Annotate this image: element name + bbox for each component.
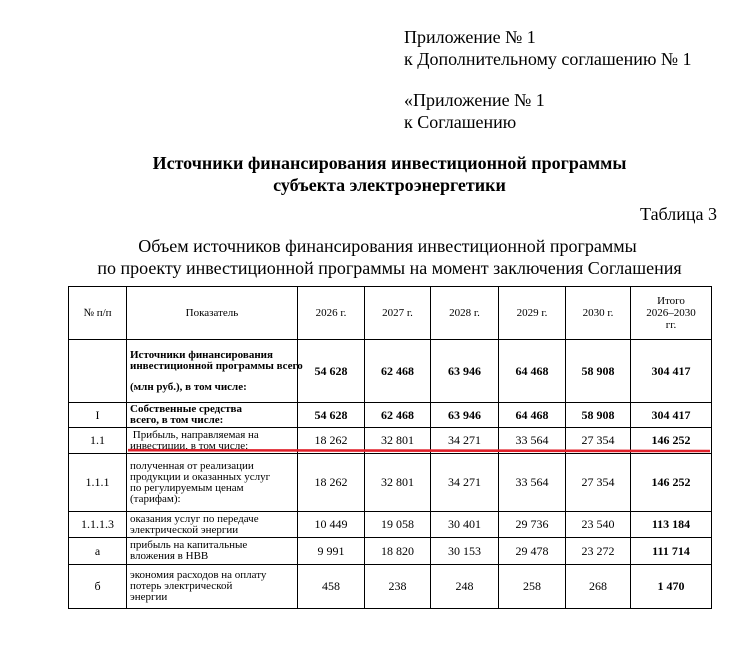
row-value-2028: 30 401 <box>431 512 499 538</box>
row-value-2027: 32 801 <box>365 454 431 512</box>
row-number: б <box>69 565 127 609</box>
header-total-line-3: гг. <box>665 319 677 331</box>
row-label-line: электрической энергии <box>130 523 239 536</box>
row-value-2030: 268 <box>566 565 631 609</box>
row-total: 113 184 <box>631 512 712 538</box>
table-row <box>69 340 712 403</box>
row-value-2027: 62 468 <box>365 403 431 428</box>
row-value-2026: 54 628 <box>298 403 365 428</box>
row-value-2029: 64 468 <box>499 403 566 428</box>
row-value-2029: 258 <box>499 565 566 609</box>
header-total-line-1: Итого <box>657 295 685 307</box>
header-indicator: Показатель <box>127 287 298 340</box>
label-spacer <box>130 372 294 382</box>
row-total: 304 417 <box>631 403 712 428</box>
table-row <box>69 565 712 609</box>
header-total <box>631 287 712 340</box>
row-total: 146 252 <box>631 428 712 454</box>
row-total: 111 714 <box>631 538 712 565</box>
row-value-2028: 34 271 <box>431 454 499 512</box>
header-2027: 2027 г. <box>365 287 431 340</box>
row-value-2028: 34 271 <box>431 428 499 454</box>
annex-line-2: к Дополнительному соглашению № 1 <box>404 49 692 69</box>
annex-line-1: Приложение № 1 <box>404 27 536 47</box>
row-value-2029: 29 736 <box>499 512 566 538</box>
row-label-line: всего, в том числе: <box>130 414 224 426</box>
row-value-2027: 18 820 <box>365 538 431 565</box>
row-value-2026: 18 262 <box>298 454 365 512</box>
row-label <box>127 565 298 609</box>
row-value-2030: 27 354 <box>566 428 631 454</box>
row-label-line: инвестиции, в том числе: <box>130 439 249 452</box>
row-number: 1.1.1 <box>69 454 127 512</box>
table-row <box>69 512 712 538</box>
row-value-2026: 9 991 <box>298 538 365 565</box>
row-label-line: Источники финансирования <box>130 348 273 361</box>
row-value-2030: 58 908 <box>566 403 631 428</box>
header-num: № п/п <box>69 287 127 340</box>
caption-line-2: по проекту инвестиционной программы на момент заключения Соглашения <box>97 258 682 278</box>
row-value-2028: 30 153 <box>431 538 499 565</box>
row-number <box>69 340 127 403</box>
row-value-2027: 62 468 <box>365 340 431 403</box>
header-2029: 2029 г. <box>499 287 566 340</box>
row-total: 146 252 <box>631 454 712 512</box>
header-2028: 2028 г. <box>431 287 499 340</box>
header-total-line-2: 2026–2030 <box>646 307 696 319</box>
row-label-line: потерь электрической <box>130 580 233 592</box>
row-value-2026: 10 449 <box>298 512 365 538</box>
row-label-line: энергии <box>130 591 168 603</box>
row-value-2026: 54 628 <box>298 340 365 403</box>
row-label-unit: (млн руб.), в том числе: <box>130 380 247 393</box>
row-total: 1 470 <box>631 565 712 609</box>
row-label <box>127 403 298 428</box>
table-number: Таблица 3 <box>640 204 717 224</box>
annex-line-4: к Соглашению <box>404 112 517 132</box>
row-label-line: Собственные средства <box>130 403 242 415</box>
table-row <box>69 538 712 565</box>
table-row <box>69 403 712 428</box>
title-line-1: Источники финансирования инвестиционной программы <box>152 153 627 173</box>
annex-line-3: «Приложение № 1 <box>404 90 545 110</box>
row-value-2027: 19 058 <box>365 512 431 538</box>
table-header-row <box>69 287 712 340</box>
title-line-2: субъекта электроэнергетики <box>273 175 506 195</box>
row-value-2028: 63 946 <box>431 340 499 403</box>
row-value-2029: 29 478 <box>499 538 566 565</box>
row-label-line: экономия расходов на оплату <box>130 569 267 581</box>
row-value-2026: 458 <box>298 565 365 609</box>
row-label-line: продукции и оказанных услуг <box>130 470 271 483</box>
row-label <box>127 538 298 565</box>
table-row <box>69 454 712 512</box>
row-number: 1.1 <box>69 428 127 454</box>
row-value-2030: 58 908 <box>566 340 631 403</box>
row-label-line: (тарифам): <box>130 492 181 505</box>
row-label-line: полученная от реализации <box>130 459 254 472</box>
row-value-2030: 23 540 <box>566 512 631 538</box>
row-value-2029: 33 564 <box>499 454 566 512</box>
row-value-2030: 27 354 <box>566 454 631 512</box>
annex-header <box>404 26 692 70</box>
row-value-2026: 18 262 <box>298 428 365 454</box>
row-label <box>127 512 298 538</box>
row-label <box>127 340 303 403</box>
row-label-line: вложения в НВВ <box>130 550 209 562</box>
row-label <box>127 454 298 512</box>
row-value-2029: 64 468 <box>499 340 566 403</box>
row-number: а <box>69 538 127 565</box>
document-title <box>0 152 739 196</box>
row-number: I <box>69 403 127 428</box>
row-label-line: прибыль на капитальные <box>130 539 248 551</box>
row-label-line: Прибыль, направляемая на <box>130 428 259 441</box>
row-value-2030: 23 272 <box>566 538 631 565</box>
row-value-2027: 238 <box>365 565 431 609</box>
row-total: 304 417 <box>631 340 712 403</box>
row-value-2028: 63 946 <box>431 403 499 428</box>
header-2026: 2026 г. <box>298 287 365 340</box>
red-annotation-underline <box>128 448 710 453</box>
table-caption <box>0 235 739 279</box>
annex-header-agreement <box>404 89 545 133</box>
row-number: 1.1.1.3 <box>69 512 127 538</box>
row-label-line: оказания услуг по передаче <box>130 512 259 525</box>
row-label-line: инвестиционной программы всего <box>130 359 303 372</box>
caption-line-1: Объем источников финансирования инвестиционной программы <box>138 236 637 256</box>
row-label-line: по регулируемым ценам <box>130 481 244 494</box>
header-2030: 2030 г. <box>566 287 631 340</box>
row-value-2029: 33 564 <box>499 428 566 454</box>
row-value-2027: 32 801 <box>365 428 431 454</box>
row-value-2028: 248 <box>431 565 499 609</box>
